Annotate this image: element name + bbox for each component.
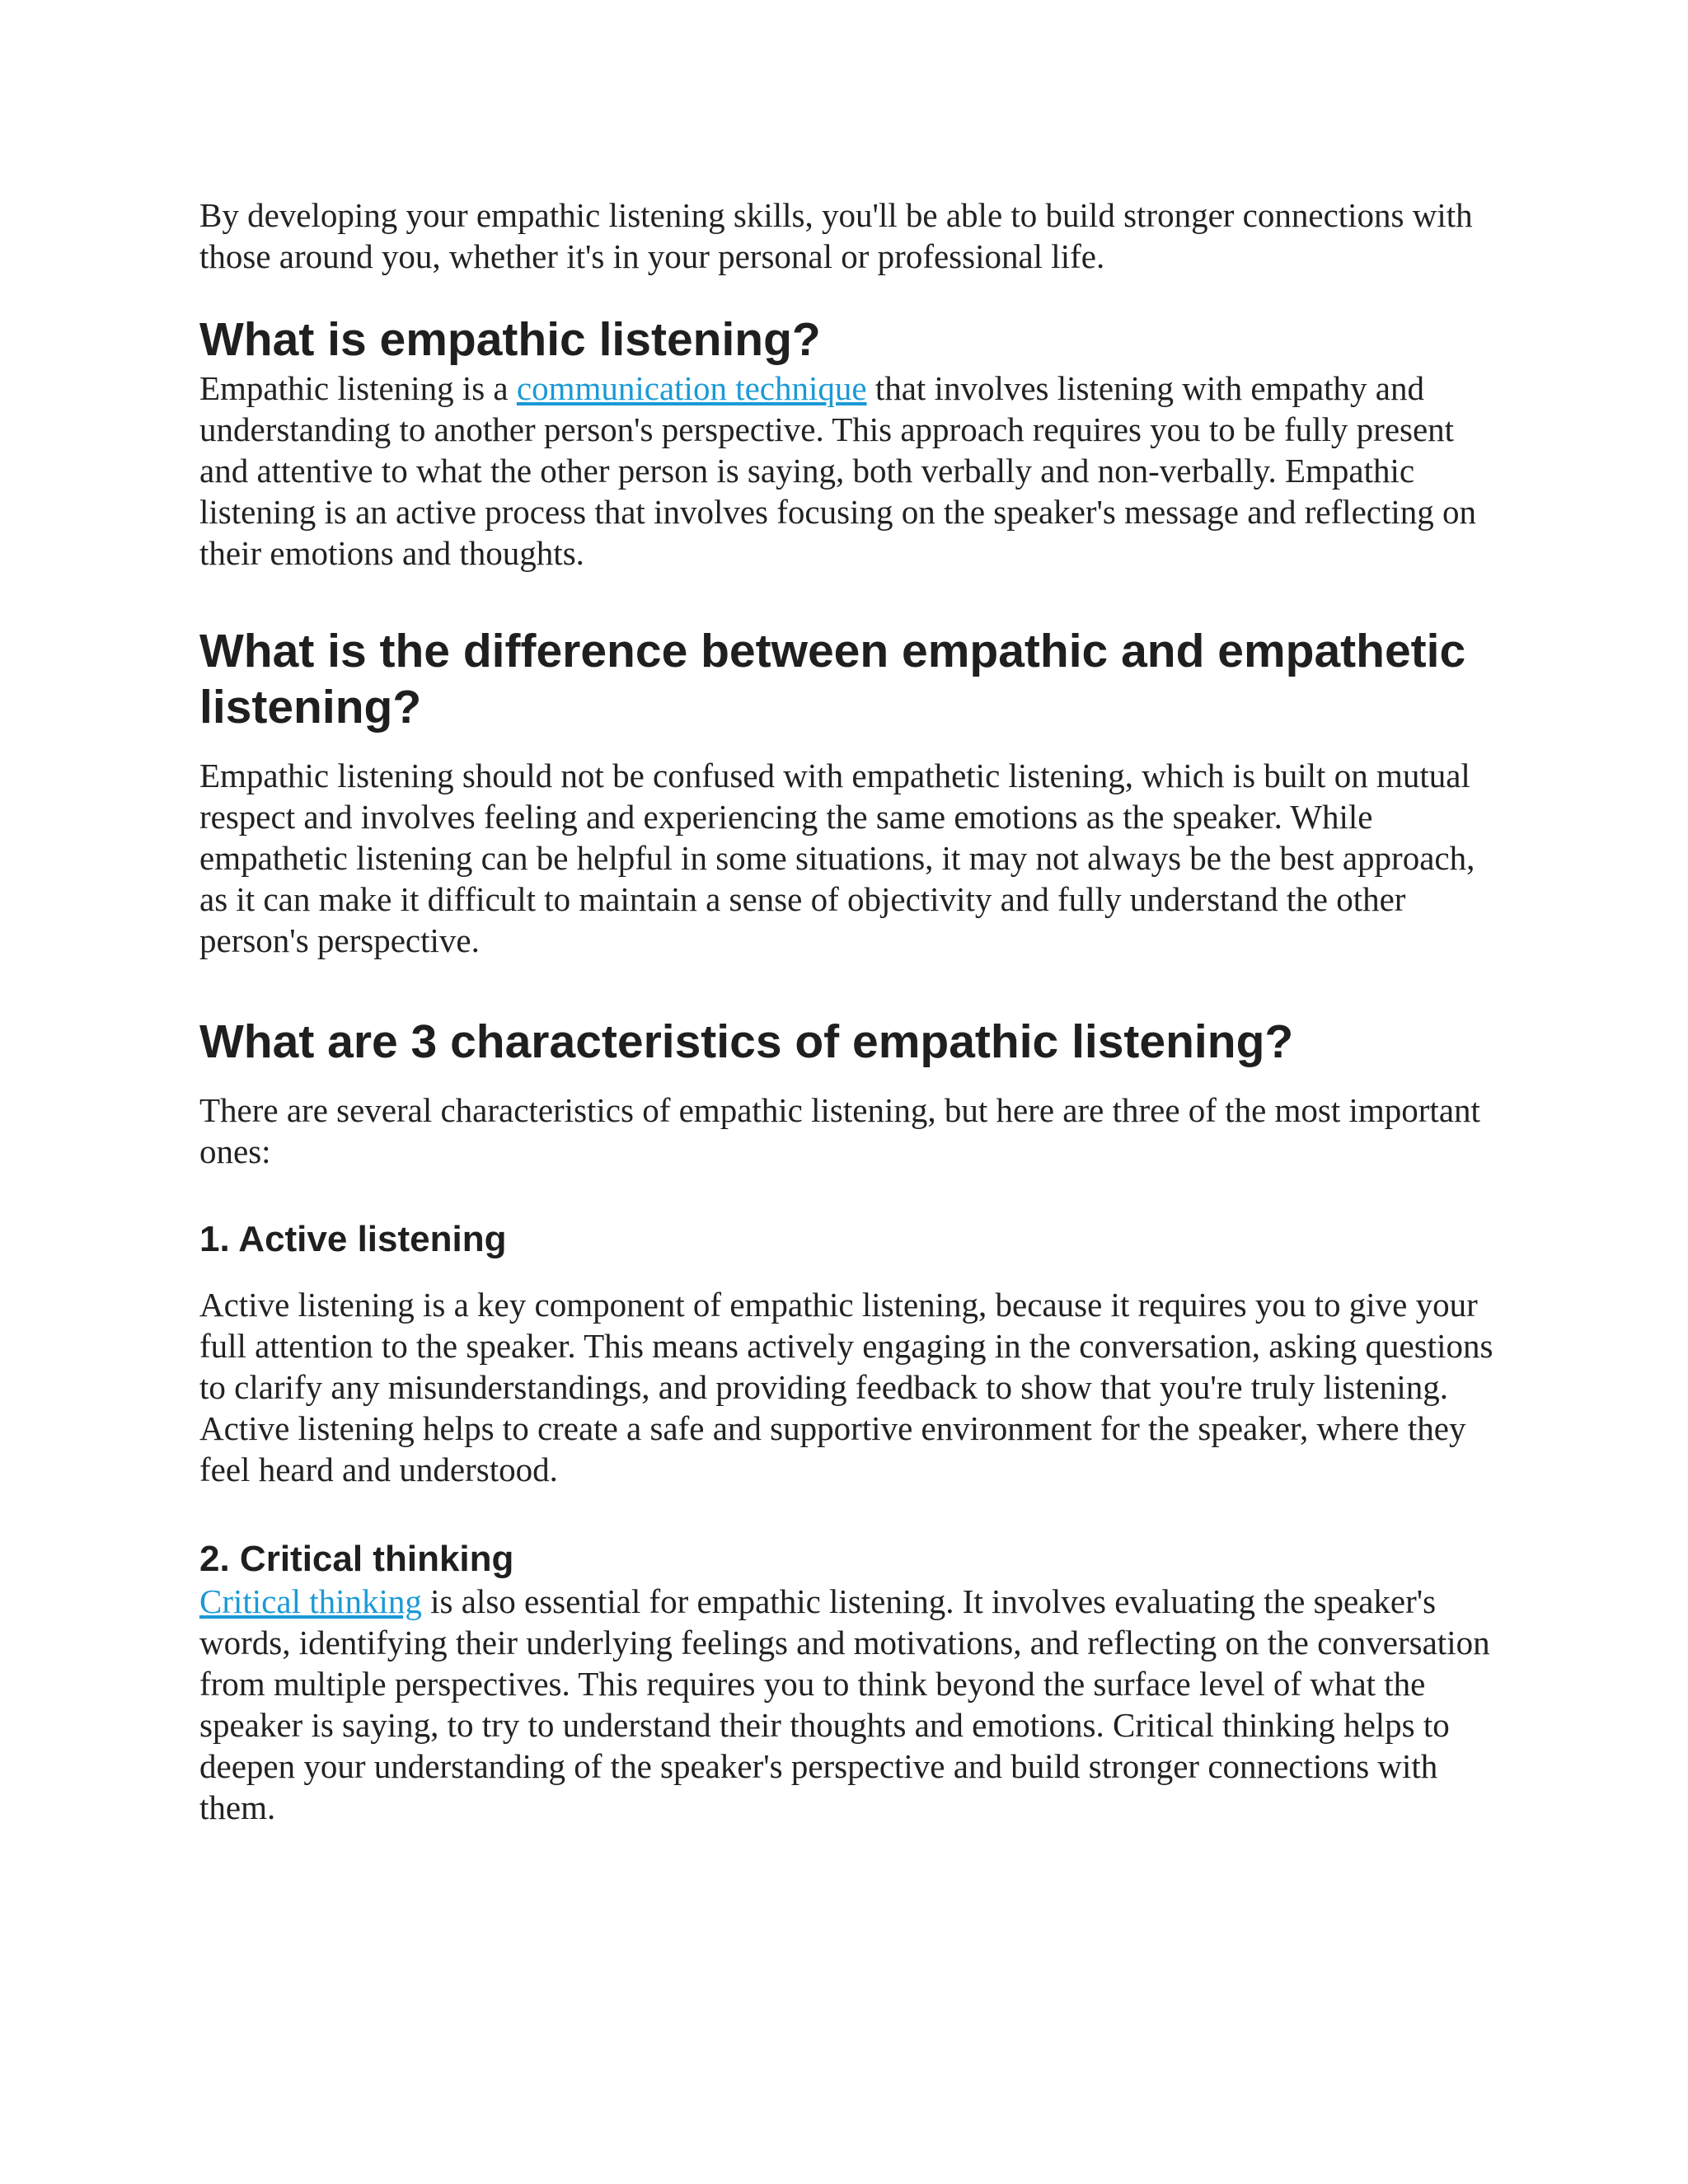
heading-difference: What is the difference between empathic and empathetic listening?	[199, 625, 1466, 733]
difference-paragraph: Empathic listening should not be confused with empathetic listening, which is built on mutual respect and involves feeling and experiencing the same emotions as the speaker. While empathetic listening can be helpful in some situations, it may not always be the best approach, as it can make it difficult to maintain a sense of objectivity and fully understand the other person's perspective.	[199, 757, 1475, 959]
heading-active-listening: 1. Active listening	[199, 1219, 507, 1259]
critical-thinking-paragraph	[199, 1581, 1502, 1828]
what-text-before-link: Empathic listening is a	[199, 369, 517, 407]
intro-paragraph: By developing your empathic listening skills, you'll be able to build stronger connections with those around you, whether it's in your personal or professional life.	[199, 196, 1473, 275]
what-is-empathic-listening-paragraph	[199, 368, 1502, 574]
heading-what-is-empathic-listening: What is empathic listening?	[199, 313, 821, 366]
characteristics-intro-paragraph: There are several characteristics of empathic listening, but here are three of the most important ones:	[199, 1091, 1480, 1170]
what-text-after-link: that involves listening with empathy and understanding to another person's perspective. This approach requires you to be fully present and attentive to what the other person is saying, both verbally and non-verbally. Empathic listening is an active process that involves focusing on the speaker's message and reflecting on their emotions and thoughts.	[199, 369, 1477, 572]
critical-thinking-link[interactable]: Critical thinking	[199, 1582, 422, 1620]
heading-critical-thinking: 2. Critical thinking	[199, 1539, 514, 1579]
communication-technique-link[interactable]: communication technique	[516, 369, 867, 407]
critical-text-after-link: is also essential for empathic listening. It involves evaluating the speaker's words, identifying their underlying feelings and motivations, and reflecting on the conversation from multiple perspectives. This requires you to think beyond the surface level of what the speaker is saying, to try to understand their thoughts and emotions. Critical thinking helps to deepen your understanding of the speaker's perspective and build stronger connections with them.	[199, 1582, 1490, 1826]
document-page	[199, 194, 1502, 1828]
heading-characteristics: What are 3 characteristics of empathic listening?	[199, 1015, 1294, 1068]
active-listening-paragraph: Active listening is a key component of empathic listening, because it requires you to give your full attention to the speaker. This means actively engaging in the conversation, asking questions to clarify any misunderstandings, and providing feedback to show that you're truly listening. Active listening helps to create a safe and supportive environment for the speaker, where they feel heard and understood.	[199, 1286, 1493, 1488]
